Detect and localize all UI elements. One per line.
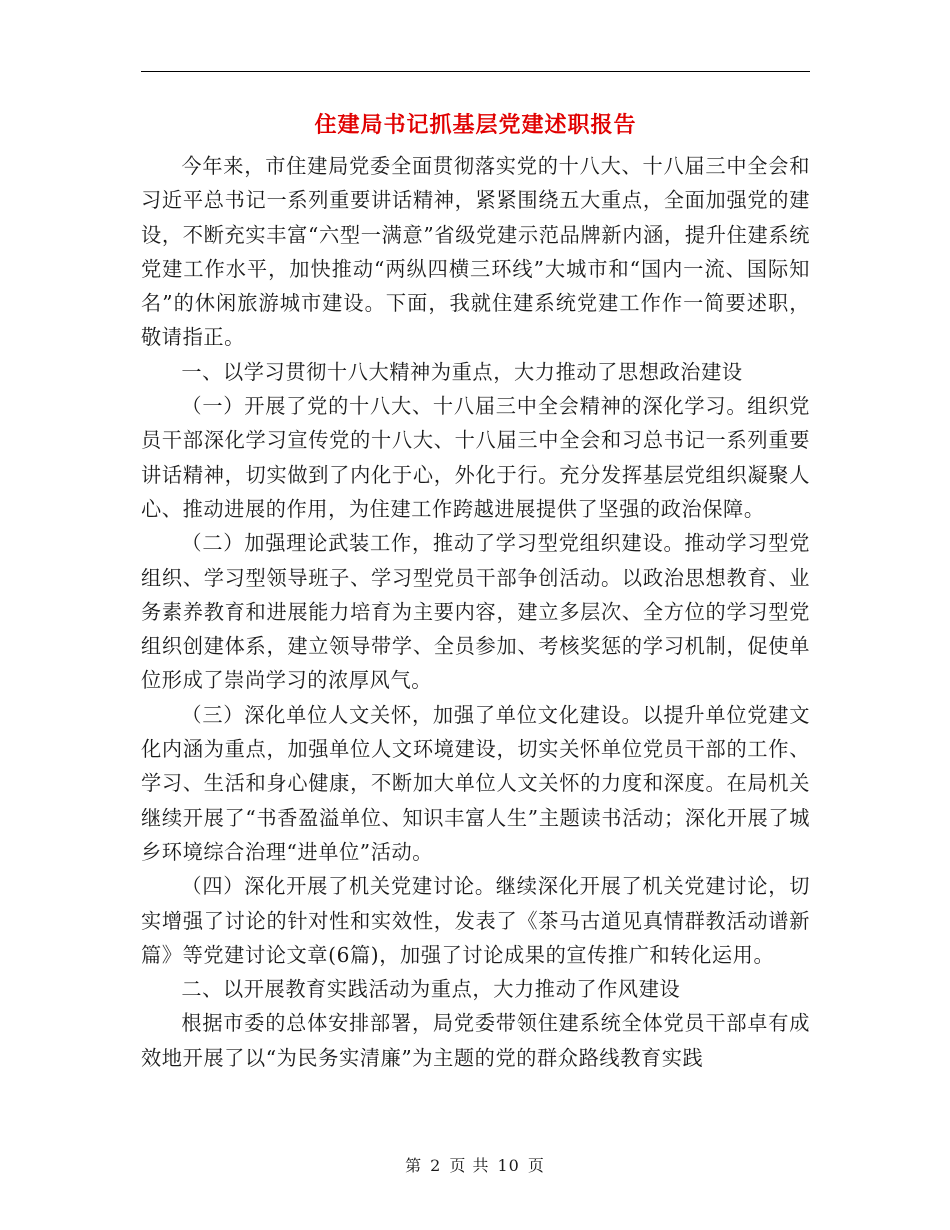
document-title: 住建局书记抓基层党建述职报告 (314, 112, 637, 138)
page-footer (0, 1155, 950, 1177)
document-body (141, 149, 810, 1075)
page-mid: 页 共 (449, 1156, 490, 1175)
section-heading-1: 一、以学习贯彻十八大精神为重点，大力推动了思想政治建设 (181, 359, 743, 384)
total-pages-number: 10 (497, 1156, 520, 1175)
current-page-number: 2 (430, 1156, 442, 1175)
paragraph-1-2: （二）加强理论武装工作，推动了学习型党组织建设。推动学习型党组织、学习型领导班子、学习型党员干部争创活动。以政治思想教育、业务素养教育和进展能力培育为主要内容，建立多层次、全方位的学习型党组织创建体系，建立领导带学、全员参加、考核奖惩的学习机制，促使单位形成了崇尚学习的浓厚风气。 (141, 531, 810, 693)
page-suffix: 页 (527, 1156, 545, 1175)
page-prefix: 第 (405, 1156, 423, 1175)
paragraph-2-intro: 根据市委的总体安排部署，局党委带领住建系统全体党员干部卓有成效地开展了以“为民务实清廉”为主题的党的群众路线教育实践 (141, 1011, 810, 1070)
section-heading-2: 二、以开展教育实践活动为重点，大力推动了作风建设 (181, 977, 681, 1002)
paragraph-intro: 今年来，市住建局党委全面贯彻落实党的十八大、十八届三中全会和习近平总书记一系列重要讲话精神，紧紧围绕五大重点，全面加强党的建设，不断充实丰富“六型一满意”省级党建示范品牌新内涵，提升住建系统党建工作水平，加快推动“两纵四横三环线”大城市和“国内一流、国际知名”的休闲旅游城市建设。下面，我就住建系统党建工作作一简要述职，敬请指正。 (141, 154, 810, 350)
paragraph-1-1: （一）开展了党的十八大、十八届三中全会精神的深化学习。组织党员干部深化学习宣传党的十八大、十八届三中全会和习总书记一系列重要讲话精神，切实做到了内化于心，外化于行。充分发挥基层党组织凝聚人心、推动进展的作用，为住建工作跨越进展提供了坚强的政治保障。 (141, 394, 810, 521)
header-rule (141, 71, 810, 72)
paragraph-1-4: （四）深化开展了机关党建讨论。继续深化开展了机关党建讨论，切实增强了讨论的针对性和实效性，发表了《茶马古道见真情群教活动谱新篇》等党建讨论文章(6篇)，加强了讨论成果的宣传推广和转化运用。 (141, 874, 810, 967)
paragraph-1-3: （三）深化单位人文关怀，加强了单位文化建设。以提升单位党建文化内涵为重点，加强单位人文环境建设，切实关怀单位党员干部的工作、学习、生活和身心健康，不断加大单位人文关怀的力度和深度。在局机关继续开展了“书香盈溢单位、知识丰富人生”主题读书活动；深化开展了城乡环境综合治理“进单位”活动。 (141, 702, 810, 864)
